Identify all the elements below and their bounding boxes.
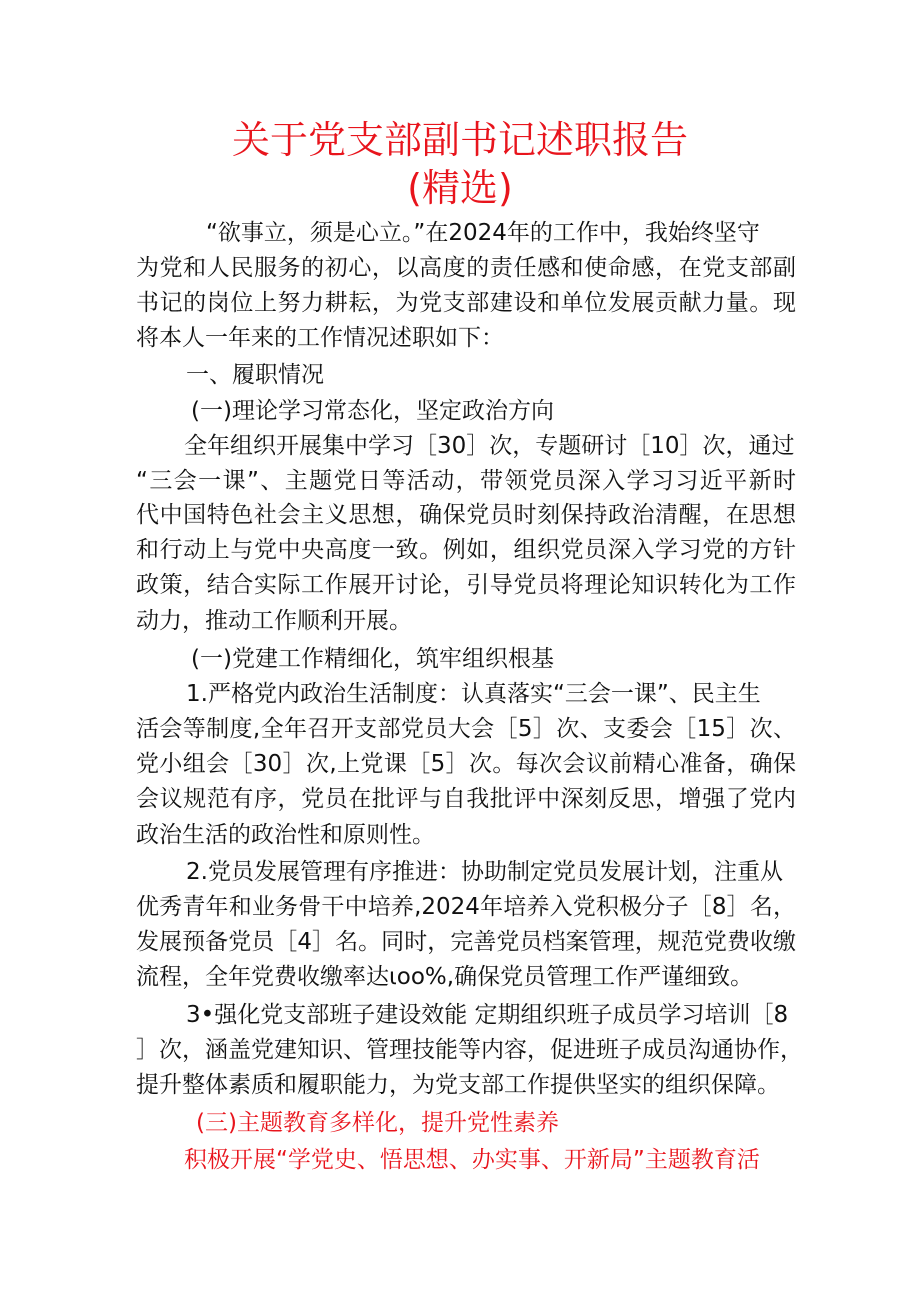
paragraph-line: 活会等制度,全年召开支部党员大会［5］次、支委会［15］次、	[136, 716, 796, 742]
paragraph-line: 和行动上与党中央高度一致。例如，组织党员深入学习党的方针	[136, 537, 796, 563]
paragraph-line: 书记的岗位上努力耕耘，为党支部建设和单位发展贡献力量。现	[136, 290, 796, 316]
paragraph-line: ］次，涵盖党建知识、管理技能等内容，促进班子成员沟通协作，	[136, 1037, 803, 1063]
paragraph-line: 政策，结合实际工作展开讨论，引导党员将理论知识转化为工作	[136, 572, 796, 598]
paragraph-line: 政治生活的政治性和原则性。	[136, 822, 435, 848]
paragraph-line: 流程，全年党费收缴率达ιoo%,确保党员管理工作严谨细致。	[136, 964, 754, 990]
subsection-heading: (一)党建工作精细化，筑牢组织根基	[191, 646, 554, 672]
paragraph-line: 提升整体素质和履职能力，为党支部工作提供坚实的组织保障。	[136, 1072, 780, 1098]
document-subtitle: (精选)	[407, 166, 513, 210]
paragraph-line: “欲事立，须是心立。”在2024年的工作中，我始终坚守	[206, 220, 760, 246]
paragraph-line: 为党和人民服务的初心，以高度的责任感和使命感，在党支部副	[136, 255, 796, 281]
subsection-heading: (三)主题教育多样化，提升党性素养	[196, 1110, 559, 1136]
paragraph-line: 将本人一年来的工作情况述职如下：	[136, 325, 504, 351]
paragraph-line: 1.严格党内政治生活制度：认真落实“三会一课”、民主生	[186, 681, 761, 707]
section-heading: 一、履职情况	[186, 362, 324, 388]
paragraph-line: 3•强化党支部班子建设效能 定期组织班子成员学习培训［8	[186, 1002, 789, 1028]
paragraph-line: 党小组会［30］次,上党课［5］次。每次会议前精心准备，确保	[136, 751, 796, 777]
paragraph-line: 动力，推动工作顺利开展。	[136, 608, 412, 634]
paragraph-line: 优秀青年和业务骨干中培养,2024年培养入党积极分子［8］名，	[136, 894, 796, 920]
paragraph-line: 代中国特色社会主义思想，确保党员时刻保持政治清醒，在思想	[136, 502, 796, 528]
subsection-heading: (一)理论学习常态化，坚定政治方向	[191, 398, 554, 424]
paragraph-line: 2.党员发展管理有序推进：协助制定党员发展计划，注重从	[186, 859, 783, 885]
document-title: 关于党支部副书记述职报告	[231, 118, 688, 162]
paragraph-line: 发展预备党员［4］名。同时，完善党员档案管理，规范党费收缴	[136, 929, 796, 955]
paragraph-line: 会议规范有序，党员在批评与自我批评中深刻反思，增强了党内	[136, 786, 796, 812]
paragraph-line: 全年组织开展集中学习［30］次，专题研讨［10］次，通过	[184, 433, 795, 459]
paragraph-line: “三会一课”、主题党日等活动，带领党员深入学习习近平新时	[136, 468, 796, 494]
paragraph-line: 积极开展“学党史、悟思想、办实事、开新局”主题教育活	[184, 1147, 760, 1173]
